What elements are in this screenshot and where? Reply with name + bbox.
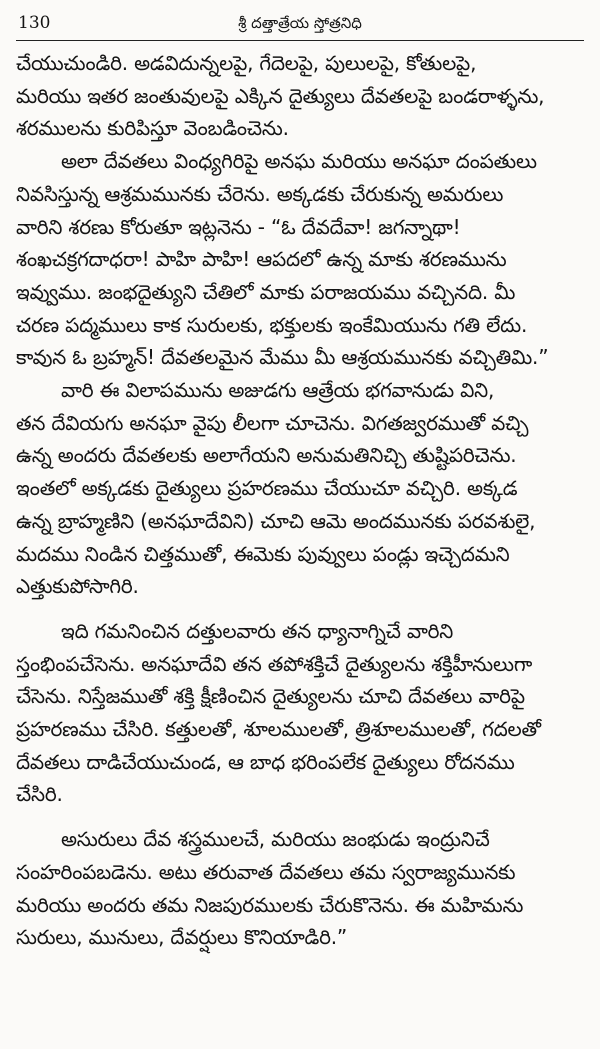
paragraph-gap — [16, 811, 584, 823]
text-line: చేయుచుండిరి. అడవిదున్నలపై, గేదెలపై, పులులపై, కోతులపై, — [16, 51, 477, 75]
text-line: ఉన్న బ్రాహ్మణిని (అనఘాదేవిని) చూచి ఆమె అందమునకు పరవశులై, — [16, 508, 536, 533]
text-line: వారి ఈ విలాపమును అజుడగు ఆత్రేయ భగవానుడు విని, — [61, 378, 495, 403]
text-line: మరియు ఇతర జంతువులపై ఎక్కిన దైత్యులు దేవతలపై బండరాళ్ళను, — [16, 83, 545, 108]
text-line: వారిని శరణు కోరుతూ ఇట్లనెను - “ఓ దేవదేవా! జగన్నాథా! — [16, 214, 461, 239]
text-line: అసురులు దేవ శస్త్రములచే, మరియు జంభుడు ఇంద్రునిచే — [61, 827, 490, 852]
text-line: ఉన్న అందరు దేవతలకు అలాగేయని అనుమతినిచ్చి తుష్టిపరిచెను. — [16, 443, 517, 468]
text-line: నివసిస్తున్న ఆశ్రమమునకు చేరెను. అక్కడకు చేరుకున్న అమరులు — [16, 181, 504, 206]
text-line: అలా దేవతలు వింధ్యగిరిపై అనఘ మరియు అనఘా దంపతులు — [61, 149, 537, 174]
text-line: ఇవ్వుము. జంభదైత్యుని చేతిలో మాకు పరాజయము వచ్చినది. మీ — [16, 279, 516, 304]
paragraph — [16, 374, 584, 603]
text-line: కావున ఓ బ్రహ్మన్! దేవతలమైన మేము మీ ఆశ్రయమునకు వచ్చితిమి.” — [16, 345, 549, 370]
text-line: సంహరింపబడెను. అటు తరువాత దేవతలు తమ స్వరాజ్యమునకు — [16, 859, 516, 884]
text-line: శంఖచక్రగదాధరా! పాహి పాహి! ఆపదలో ఉన్న మాకు శరణమును — [16, 247, 507, 272]
text-line: తన దేవియగు అనఘా వైపు లీలగా చూచెను. విగతజ్వరముతో వచ్చి — [16, 410, 529, 435]
paragraph — [16, 47, 584, 145]
paragraph — [16, 615, 584, 811]
page-number: 130 — [18, 13, 51, 33]
text-line: ఇది గమనించిన దత్తులవారు తన ధ్యానాగ్నిచే వారిని — [61, 618, 454, 643]
text-line: చరణ పద్మములు కాక సురులకు, భక్తులకు ఇంకేమియును గతి లేదు. — [16, 312, 528, 337]
text-line: మరియు అందరు తమ నిజపురములకు చేరుకొనెను. ఈ మహిమను — [16, 892, 524, 917]
text-line: మదము నిండిన చిత్తముతో, ఈమెకు పువ్వులు పండ్లు ఇచ్చెదమని — [16, 541, 510, 566]
text-line: ప్రహరణము చేసిరి. కత్తులతో, శూలములతో, త్రిశూలములతో, గదలతో — [16, 717, 541, 742]
text-line: చేసెను. నిస్తేజముతో శక్తి క్షీణించిన దైత్యులను చూచి దేవతలు వారిపై — [16, 684, 525, 709]
text-line: స్తంభింపచేసెను. అనఘాదేవి తన తపోశక్తిచే దైత్యులను శక్తిహీనులుగా — [16, 651, 533, 676]
text-line: ఇంతలో అక్కడకు దైత్యులు ప్రహరణము చేయుచూ వచ్చిరి. అక్కడ — [16, 476, 518, 501]
running-header — [16, 12, 584, 38]
header-rule — [16, 40, 584, 41]
book-title: శ్రీ దత్తాత్రేయ స్తోత్రనిధి — [238, 14, 362, 32]
text-line: ఎత్తుకుపోసాగిరి. — [16, 574, 139, 599]
page-body — [16, 47, 584, 954]
text-line: శరములను కురిపిస్తూ వెంబడించెను. — [16, 116, 289, 141]
text-line: దేవతలు దాడిచేయుచుండ, ఆ బాధ భరింపలేక దైత్యులు రోదనము — [16, 749, 515, 774]
paragraph — [16, 145, 584, 374]
text-line: సురులు, మునులు, దేవర్షులు కొనియాడిరి.” — [16, 925, 348, 950]
paragraph — [16, 823, 584, 954]
text-line: చేసిరి. — [16, 782, 63, 807]
paragraph-gap — [16, 603, 584, 615]
